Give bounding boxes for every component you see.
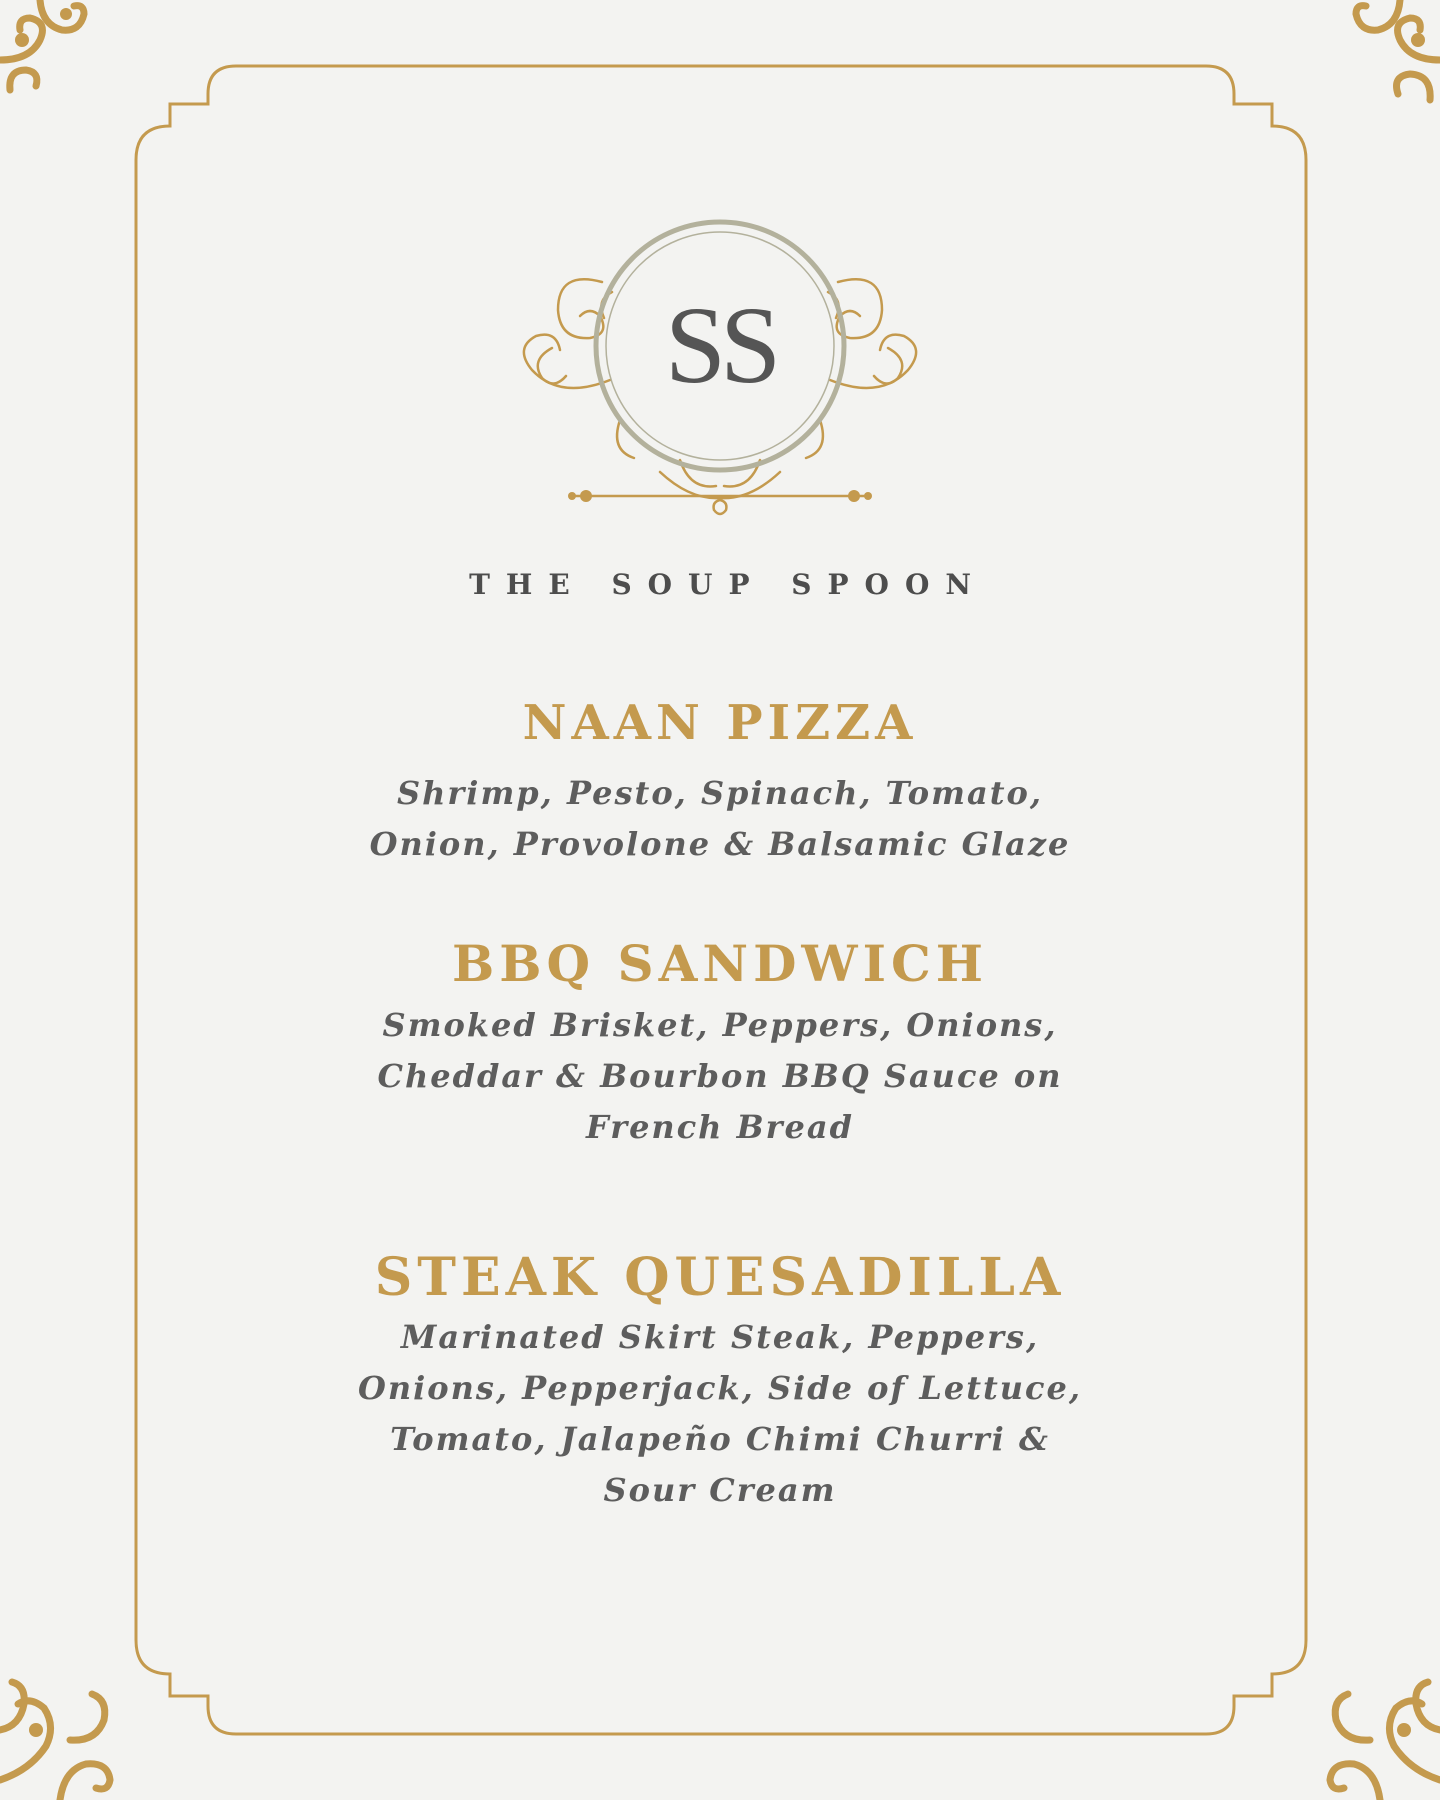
description-line: Cheddar & Bourbon BBQ Sauce on [377,1057,1063,1095]
menu-item [320,688,1120,870]
description-line: French Bread [586,1108,854,1146]
menu-item [320,1240,1120,1516]
menu-item-title: BBQ SANDWICH [451,934,989,993]
menu-item-description [320,768,1120,870]
flourish-icon [1310,1670,1440,1800]
flourish-icon [0,1670,130,1800]
restaurant-name: THE SOUP SPOON [469,568,987,601]
menu-item-title: STEAK QUESADILLA [374,1247,1066,1308]
menu-item-description [320,1312,1120,1516]
description-line: Onion, Provolone & Balsamic Glaze [369,825,1071,863]
description-line: Smoked Brisket, Peppers, Onions, [382,1006,1058,1044]
menu-item-title: NAAN PIZZA [522,695,918,751]
flourish-icon [0,0,130,130]
flourish-icon [1310,0,1440,130]
description-line: Tomato, Jalapeño Chimi Churri & [390,1420,1050,1458]
description-line: Marinated Skirt Steak, Peppers, [400,1318,1040,1356]
menu-item [320,928,1120,1153]
monogram: SS [664,284,776,406]
description-line: Onions, Pepperjack, Side of Lettuce, [357,1369,1083,1407]
menu-item-description [320,1000,1120,1153]
description-line: Sour Cream [603,1471,837,1509]
description-line: Shrimp, Pesto, Spinach, Tomato, [397,774,1043,812]
